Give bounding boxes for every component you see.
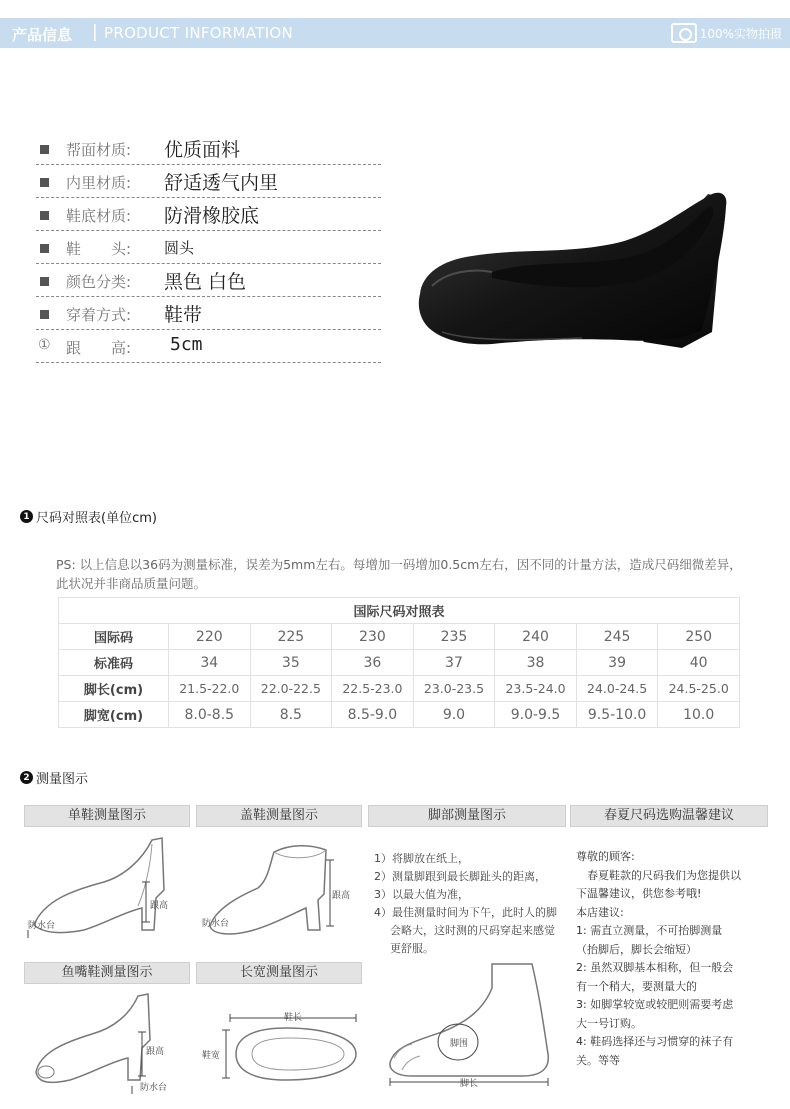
bullet-icon: [40, 310, 49, 319]
table-cell: 24.0-24.5: [576, 676, 658, 702]
table-cell: 24.5-25.0: [658, 676, 740, 702]
label-platform: 防水台: [202, 919, 230, 929]
label-platform: 防水台: [28, 921, 56, 931]
bullet-icon: [40, 244, 49, 253]
bullet-icon: [40, 277, 49, 286]
label-instep: 脚围: [450, 1039, 469, 1049]
advice-line: 尊敬的顾客:: [576, 850, 635, 863]
circled-one-marker: ①: [38, 337, 51, 353]
spec-row-upper: [36, 132, 381, 165]
shoe-photo: [412, 182, 732, 357]
table-cell: 10.0: [658, 702, 740, 728]
foot-tip-line: 更舒服。: [390, 942, 434, 955]
bullet-icon: [40, 145, 49, 154]
label-shoe-width: 鞋宽: [202, 1051, 221, 1061]
table-cell: 35: [250, 650, 332, 676]
table-row: [59, 650, 740, 676]
advice-line: 春夏鞋款的尺码我们为您提供以: [576, 868, 741, 882]
table-cell: 9.0-9.5: [495, 702, 577, 728]
advice-line: 大一号订购。: [576, 1016, 642, 1030]
panel-head-foot: 脚部测量图示: [368, 805, 566, 827]
spec-label: 穿着方式:: [66, 306, 132, 324]
size-advice: [576, 848, 776, 1070]
table-cell: 235: [413, 624, 495, 650]
foot-tip-line: 会略大，这时测的尺码穿起来感觉: [390, 924, 555, 937]
table-cell: 23.5-24.0: [495, 676, 577, 702]
table-row: [59, 676, 740, 702]
advice-line: 3: 如脚掌较宽或较肥则需要考虑: [576, 998, 734, 1011]
foot-tip-line: 1）将脚放在纸上，: [374, 852, 469, 865]
spec-row-heel: [36, 330, 381, 363]
table-cell: 250: [658, 624, 740, 650]
length-width-diagram: [196, 988, 362, 1098]
table-cell: 9.5-10.0: [576, 702, 658, 728]
table-cell: 230: [332, 624, 414, 650]
spec-label: 跟 高:: [66, 339, 132, 357]
label-shoe-length: 鞋长: [284, 1013, 303, 1023]
row-header: 脚长(cm): [59, 676, 169, 702]
real-photo-label: 100%实物拍摄: [699, 26, 782, 41]
table-cell: 23.0-23.5: [413, 676, 495, 702]
camera-icon: [671, 23, 697, 43]
bullet-icon: [40, 178, 49, 187]
spec-row-color: [36, 264, 381, 297]
table-cell: 8.0-8.5: [169, 702, 251, 728]
table-row: [59, 624, 740, 650]
measure-section-title: [20, 768, 88, 787]
table-row: [59, 702, 740, 728]
panel-head-peep-toe: 鱼嘴鞋测量图示: [24, 962, 190, 984]
spec-value: 5cm: [170, 334, 203, 355]
table-cell: 21.5-22.0: [169, 676, 251, 702]
spec-label: 鞋底材质:: [66, 207, 132, 225]
table-cell: 22.5-23.0: [332, 676, 414, 702]
spec-row-lining: [36, 165, 381, 198]
table-cell: 240: [495, 624, 577, 650]
panel-head-single-shoe: 单鞋测量图示: [24, 805, 190, 827]
spec-value: 舒适透气内里: [164, 172, 279, 194]
table-cell: 8.5: [250, 702, 332, 728]
panel-head-advice: 春夏尺码选购温馨建议: [570, 805, 768, 827]
spec-row-sole: [36, 198, 381, 231]
table-cell: 36: [332, 650, 414, 676]
label-foot-length: 脚长: [460, 1079, 479, 1089]
spec-value: 优质面料: [164, 139, 241, 161]
spec-list: [36, 132, 381, 363]
spec-value: 圆头: [164, 239, 195, 257]
foot-tips: [374, 850, 566, 958]
spec-label: 颜色分类:: [66, 273, 132, 291]
table-cell: 8.5-9.0: [332, 702, 414, 728]
advice-line: （抬脚后，脚长会缩短）: [576, 942, 697, 956]
advice-line: 下温馨建议，供您参考哦!: [576, 887, 702, 900]
foot-diagram: [372, 958, 568, 1088]
spec-value: 防滑橡胶底: [164, 205, 260, 227]
table-cell: 9.0: [413, 702, 495, 728]
table-cell: 39: [576, 650, 658, 676]
label-heel-height: 跟高: [332, 891, 351, 901]
spec-value: 鞋带: [164, 304, 203, 326]
table-cell: 40: [658, 650, 740, 676]
row-header: 标准码: [59, 650, 169, 676]
spec-value: 黑色 白色: [164, 271, 247, 293]
table-cell: 220: [169, 624, 251, 650]
real-photo-badge: [671, 23, 782, 43]
header-separator: |: [92, 22, 98, 42]
table-cell: 225: [250, 624, 332, 650]
size-section-title-text: 尺码对照表(单位cm): [36, 511, 157, 526]
spec-label: 帮面材质:: [66, 141, 132, 159]
spec-label: 鞋 头:: [66, 240, 132, 258]
label-heel-height: 跟高: [146, 1047, 165, 1057]
label-platform: 防水台: [140, 1083, 168, 1093]
spec-row-toe: [36, 231, 381, 264]
advice-line: 本店建议:: [576, 905, 624, 919]
foot-tip-line: 2）测量脚跟到最长脚趾头的距离，: [374, 870, 546, 883]
row-header: 脚宽(cm): [59, 702, 169, 728]
measure-section-title-text: 测量图示: [36, 772, 89, 787]
spec-label: 内里材质:: [66, 174, 132, 192]
section-number-badge: 1: [20, 510, 33, 523]
table-cell: 37: [413, 650, 495, 676]
label-heel-height: 跟高: [150, 901, 169, 911]
foot-tip-line: 3）以最大值为准，: [374, 888, 469, 901]
table-cell: 38: [495, 650, 577, 676]
advice-line: 1: 需直立测量，不可抬脚测量: [576, 924, 723, 937]
size-section-title: [20, 507, 157, 526]
spec-row-wear: [36, 297, 381, 330]
row-header: 国际码: [59, 624, 169, 650]
section-number-badge: 2: [20, 771, 33, 784]
table-cell: 245: [576, 624, 658, 650]
table-cell: 22.0-22.5: [250, 676, 332, 702]
advice-line: 有一个稍大，要测量大的: [576, 979, 697, 993]
size-table: [58, 597, 740, 728]
single-shoe-diagram: [24, 830, 190, 955]
header-title-cn: 产品信息: [12, 26, 73, 44]
foot-tip-line: 4）最佳测量时间为下午，此时人的脚: [374, 906, 557, 919]
advice-line: 关。等等: [576, 1053, 620, 1067]
header-title-en: PRODUCT INFORMATION: [104, 24, 294, 42]
table-caption: 国际尺码对照表: [59, 598, 740, 624]
header-bar: [0, 18, 790, 48]
size-note: PS: 以上信息以36码为测量标准，误差为5mm左右。每增加一码增加0.5cm左右，因不同的计量方法，造成尺码细微差异，此状况并非商品质量问题。: [56, 557, 742, 591]
panel-head-boot: 盖鞋测量图示: [196, 805, 362, 827]
advice-line: 2: 虽然双脚基本相称，但一般会: [576, 961, 734, 974]
bullet-icon: [40, 211, 49, 220]
table-caption-row: [59, 598, 740, 624]
table-cell: 34: [169, 650, 251, 676]
panel-head-length-width: 长宽测量图示: [196, 962, 362, 984]
advice-line: 4: 鞋码选择还与习惯穿的袜子有: [576, 1035, 734, 1048]
